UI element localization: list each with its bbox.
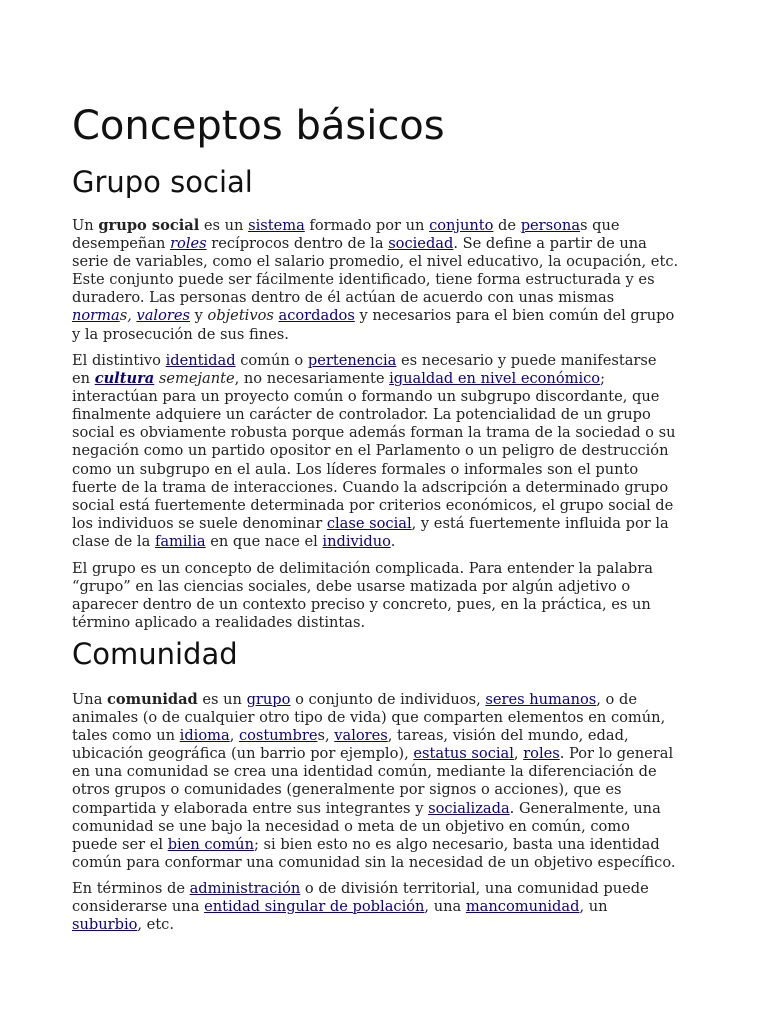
text-line: fuerte de la trama de interacciones. Cuando la adscripción a determinado grupo: [72, 478, 669, 496]
text-line: Este conjunto puede ser fácilmente identificado, tiene forma estructurada y es: [72, 271, 655, 289]
link-socializada[interactable]: socializada: [428, 799, 510, 817]
text-line: en cultura semejante, no necesariamente igualdad en nivel económico;: [72, 370, 606, 388]
link-valores-comunidad[interactable]: valores: [334, 727, 388, 745]
link-cultura[interactable]: cultura: [94, 370, 155, 388]
text-line: duradero. Las personas dentro de él actúan de acuerdo con unas mismas: [72, 289, 615, 307]
text-line: El grupo es un concepto de delimitación complicada. Para entender la palabra: [72, 560, 653, 577]
link-familia[interactable]: familia: [154, 532, 206, 550]
text-line: los individuos se suele denominar clase social, y está fuertemente influida por la: [72, 514, 669, 532]
bold-term: grupo social: [98, 217, 200, 234]
section-heading-comunidad: Comunidad: [72, 637, 238, 671]
link-estatus-social[interactable]: estatus social: [413, 745, 514, 763]
link-conjunto[interactable]: conjunto: [429, 217, 494, 234]
text-line: común para conformar una comunidad sin la necesidad de un objetivo específico.: [72, 853, 676, 871]
text-line: considerarse una entidad singular de población, una mancomunidad, un: [72, 898, 608, 916]
paragraph-grupo-2: [72, 352, 702, 551]
link-mancomunidad[interactable]: mancomunidad: [465, 898, 580, 916]
text-line: En términos de administración o de división territorial, una comunidad puede: [72, 880, 649, 897]
text-line: en una comunidad se crea una identidad común, mediante la diferenciación de: [72, 763, 657, 781]
paragraph-comunidad-1: [72, 691, 702, 872]
link-acordados[interactable]: acordados: [278, 307, 355, 325]
text-line: tales como un idioma, costumbres, valores, tareas, visión del mundo, edad,: [72, 727, 629, 745]
link-normas[interactable]: norma: [72, 307, 120, 325]
text-line: normas, valores y objetivos acordados y necesarios para el bien común del grupo: [72, 307, 675, 325]
link-seres-humanos[interactable]: seres humanos: [485, 691, 597, 708]
link-sociedad[interactable]: sociedad: [388, 235, 454, 253]
text-line: animales (o de cualquier otro tipo de vida) que comparten elementos en común,: [72, 709, 666, 727]
text-line: Un grupo social es un sistema formado por un conjunto de personas que: [72, 217, 620, 234]
text-line: compartida y elaborada entre sus integrantes y socializada. Generalmente, una: [72, 799, 661, 817]
text-line: social es obviamente robusta porque además forman la trama de la sociedad o su: [72, 424, 676, 442]
link-identidad[interactable]: identidad: [165, 352, 236, 369]
link-igualdad-nivel-economico[interactable]: igualdad en nivel económico: [389, 370, 601, 388]
text-line: El distintivo identidad común o pertenencia es necesario y puede manifestarse: [72, 352, 657, 369]
link-bien-comun[interactable]: bien común: [167, 835, 254, 853]
text-line: suburbio, etc.: [72, 916, 174, 934]
link-suburbio[interactable]: suburbio: [72, 916, 138, 934]
link-idioma[interactable]: idioma: [179, 727, 230, 745]
link-persona[interactable]: persona: [520, 217, 581, 234]
link-entidad-singular-de-poblacion[interactable]: entidad singular de población: [204, 898, 425, 916]
link-roles[interactable]: roles: [170, 235, 207, 253]
link-pertenencia[interactable]: pertenencia: [307, 352, 397, 369]
text-line: social está fuertemente determinada por criterios económicos, el grupo social de: [72, 496, 674, 514]
text-line: Una comunidad es un grupo o conjunto de individuos, seres humanos, o de: [72, 691, 637, 708]
text-line: negación como un partido opositor en el Parlamento o un peligro de destrucción: [72, 442, 669, 460]
link-clase-social[interactable]: clase social: [326, 514, 412, 532]
text-line: y la prosecución de sus fines.: [72, 325, 289, 343]
text-line: puede ser el bien común; si bien esto no es algo necesario, basta una identidad: [72, 835, 660, 853]
link-roles-comunidad[interactable]: roles: [523, 745, 560, 763]
text-line: comunidad se une bajo la necesidad o meta de un objetivo en común, como: [72, 817, 630, 835]
section-heading-grupo-social: Grupo social: [72, 165, 253, 199]
text-line: término aplicado a realidades distintas.: [72, 614, 366, 632]
link-grupo[interactable]: grupo: [246, 691, 291, 708]
text-line: interactúan para un proyecto común o formando un subgrupo discordante, que: [72, 388, 660, 406]
bold-term: comunidad: [107, 691, 198, 708]
text-line: otros grupos o comunidades (generalmente por signos o acciones), que es: [72, 781, 622, 799]
text-line: “grupo” en las ciencias sociales, debe usarse matizada por algún adjetivo o: [72, 578, 631, 596]
link-sistema[interactable]: sistema: [248, 217, 305, 234]
text-line: ubicación geográfica (un barrio por ejemplo), estatus social, roles. Por lo general: [72, 745, 674, 763]
text-line: clase de la familia en que nace el individuo.: [72, 532, 396, 550]
paragraph-grupo-1: [72, 217, 702, 344]
link-individuo[interactable]: individuo: [322, 532, 391, 550]
text-line: desempeñan roles recíprocos dentro de la sociedad. Se define a partir de una: [72, 235, 647, 253]
text-line: finalmente adquiere un carácter de controlador. La potencialidad de un grupo: [72, 406, 651, 424]
link-costumbre[interactable]: costumbre: [238, 727, 318, 745]
link-valores[interactable]: valores: [136, 307, 190, 325]
text-line: aparecer dentro de un contexto preciso y concreto, pues, en la práctica, es un: [72, 596, 651, 614]
text-line: serie de variables, como el salario promedio, el nivel educativo, la ocupación, etc.: [72, 253, 679, 271]
link-administracion[interactable]: administración: [189, 880, 301, 897]
text-line: como un subgrupo en el aula. Los líderes formales o informales son el punto: [72, 460, 639, 478]
paragraph-comunidad-2: [72, 880, 702, 934]
paragraph-grupo-3: [72, 560, 702, 632]
page-title: Conceptos básicos: [72, 103, 445, 149]
